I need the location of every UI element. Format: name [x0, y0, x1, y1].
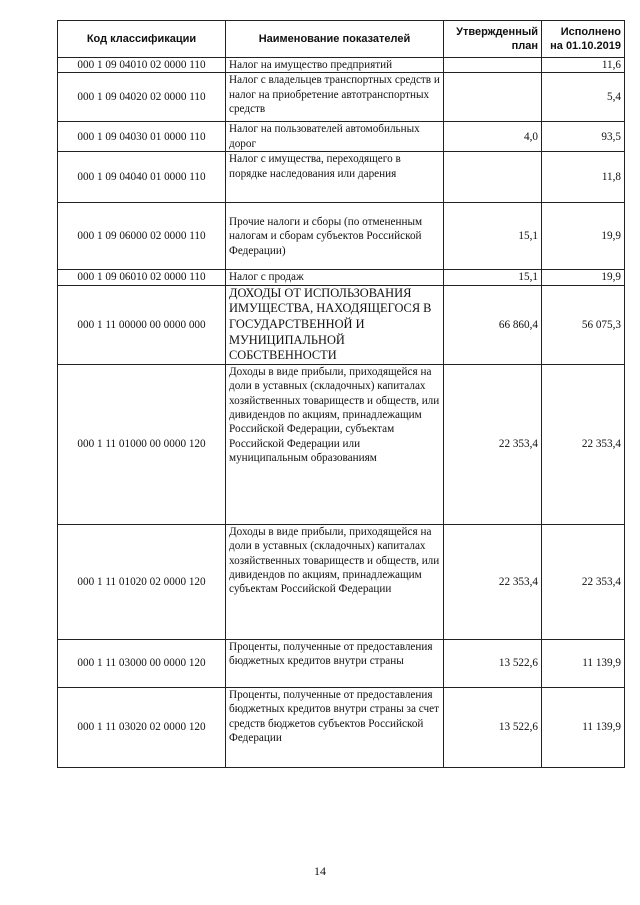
- budget-table: [57, 20, 625, 768]
- row-name: Доходы в виде прибыли, приходящейся на доли в уставных (складочных) капиталах хозяйственных товариществ и обществ, или дивидендов по акциям, принадлежащим субъектам Российской Федерации: [226, 524, 444, 639]
- table-row: [58, 122, 625, 152]
- row-done: 22 353,4: [542, 524, 625, 639]
- row-done: 56 075,3: [542, 285, 625, 364]
- row-plan: 66 860,4: [444, 285, 542, 364]
- row-code: 000 1 09 04010 02 0000 110: [58, 58, 226, 73]
- row-done: 11 139,9: [542, 687, 625, 767]
- table-row: [58, 203, 625, 270]
- row-plan: 13 522,6: [444, 639, 542, 687]
- row-plan: [444, 58, 542, 73]
- row-plan: [444, 152, 542, 203]
- row-code: 000 1 09 06000 02 0000 110: [58, 203, 226, 270]
- header-plan: Утвержденный план: [444, 21, 542, 58]
- row-name: Доходы в виде прибыли, приходящейся на доли в уставных (складочных) капиталах хозяйственных товариществ и обществ, или дивидендов по акциям, принадлежащим Российской Федерации, субъектам Российской Федерации или муниципальным образованиям: [226, 364, 444, 524]
- table-row: [58, 285, 625, 364]
- row-code: 000 1 09 06010 02 0000 110: [58, 270, 226, 285]
- row-done: 11 139,9: [542, 639, 625, 687]
- header-name: Наименование показателей: [226, 21, 444, 58]
- row-code: 000 1 11 00000 00 0000 000: [58, 285, 226, 364]
- row-done: 5,4: [542, 73, 625, 122]
- row-name: Прочие налоги и сборы (по отмененным налогам и сборам субъектов Российской Федерации): [226, 203, 444, 270]
- table-row: [58, 152, 625, 203]
- table-row: [58, 687, 625, 767]
- row-name: Проценты, полученные от предоставления бюджетных кредитов внутри страны за счет средств бюджетов субъектов Российской Федерации: [226, 687, 444, 767]
- table-row: [58, 524, 625, 639]
- row-name: Проценты, полученные от предоставления бюджетных кредитов внутри страны: [226, 639, 444, 687]
- row-done: 22 353,4: [542, 364, 625, 524]
- row-name: Налог на имущество предприятий: [226, 58, 444, 73]
- page-number: 14: [314, 864, 326, 878]
- row-plan: 15,1: [444, 203, 542, 270]
- header-code: Код классификации: [58, 21, 226, 58]
- row-name: Налог с продаж: [226, 270, 444, 285]
- row-name: Налог с имущества, переходящего в порядке наследования или дарения: [226, 152, 444, 203]
- row-done: 11,6: [542, 58, 625, 73]
- table-row: [58, 73, 625, 122]
- row-plan: 15,1: [444, 270, 542, 285]
- table-row: [58, 639, 625, 687]
- row-plan: 13 522,6: [444, 687, 542, 767]
- table-row: [58, 364, 625, 524]
- row-code: 000 1 11 01020 02 0000 120: [58, 524, 226, 639]
- row-name: Налог с владельцев транспортных средств и налог на приобретение автотранспортных средств: [226, 73, 444, 122]
- row-code: 000 1 09 04040 01 0000 110: [58, 152, 226, 203]
- row-plan: [444, 73, 542, 122]
- row-code: 000 1 11 03020 02 0000 120: [58, 687, 226, 767]
- row-name: ДОХОДЫ ОТ ИСПОЛЬЗОВАНИЯ ИМУЩЕСТВА, НАХОДЯЩЕГОСЯ В ГОСУДАРСТВЕННОЙ И МУНИЦИПАЛЬНОЙ СОБСТВЕННОСТИ: [226, 285, 444, 364]
- row-code: 000 1 09 04030 01 0000 110: [58, 122, 226, 152]
- row-done: 19,9: [542, 270, 625, 285]
- table-header-row: [58, 21, 625, 58]
- row-done: 19,9: [542, 203, 625, 270]
- row-code: 000 1 11 01000 00 0000 120: [58, 364, 226, 524]
- row-plan: 22 353,4: [444, 524, 542, 639]
- row-plan: 22 353,4: [444, 364, 542, 524]
- table-row: [58, 58, 625, 73]
- row-done: 93,5: [542, 122, 625, 152]
- row-name: Налог на пользователей автомобильных дорог: [226, 122, 444, 152]
- row-code: 000 1 11 03000 00 0000 120: [58, 639, 226, 687]
- row-done: 11,8: [542, 152, 625, 203]
- header-done: Исполнено на 01.10.2019: [542, 21, 625, 58]
- row-code: 000 1 09 04020 02 0000 110: [58, 73, 226, 122]
- row-plan: 4,0: [444, 122, 542, 152]
- table-row: [58, 270, 625, 285]
